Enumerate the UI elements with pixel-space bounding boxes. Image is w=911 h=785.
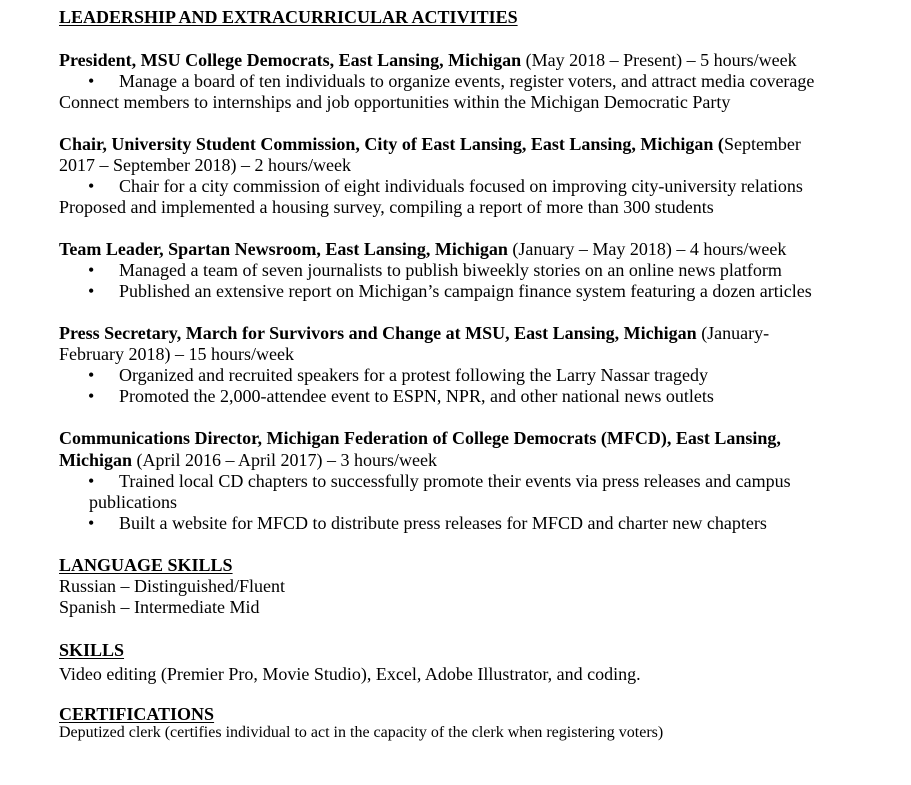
bullet-text-wrap: publications xyxy=(89,492,177,512)
dates: (April 2016 – April 2017) – 3 hours/week xyxy=(132,450,437,470)
section-heading-leadership: LEADERSHIP AND EXTRACURRICULAR ACTIVITIES xyxy=(59,7,518,27)
bullet-text: Organized and recruited speakers for a protest following the Larry Nassar tragedy xyxy=(119,365,708,385)
role: President, MSU College Democrats, East Lansing, Michigan xyxy=(59,50,522,70)
dates: 2017 – September 2018) – 2 hours/week xyxy=(59,155,351,175)
bullet-text: Managed a team of seven journalists to publish biweekly stories on an online news platform xyxy=(119,260,782,280)
list-item: • Chair for a city commission of eight individuals focused on improving city-university relations xyxy=(88,176,803,196)
section-heading-certifications: CERTIFICATIONS xyxy=(59,704,215,724)
role: Chair, University Student Commission, City of East Lansing, East Lansing, Michigan ( xyxy=(59,134,724,154)
dates: (January- xyxy=(696,323,770,343)
entry-title xyxy=(59,322,769,344)
role: Press Secretary, March for Survivors and Change at MSU, East Lansing, Michigan xyxy=(59,323,697,343)
list-item: • Trained local CD chapters to successfully promote their events via press releases and campus xyxy=(88,471,791,491)
bullet-text: Built a website for MFCD to distribute press releases for MFCD and charter new chapters xyxy=(119,513,767,533)
list-item: • Managed a team of seven journalists to publish biweekly stories on an online news platform xyxy=(88,260,782,280)
dates: (January – May 2018) – 4 hours/week xyxy=(507,239,787,259)
bullet-text: Trained local CD chapters to successfully promote their events via press releases and campus xyxy=(119,471,791,491)
certifications-text: Deputized clerk (certifies individual to act in the capacity of the clerk when registering voters) xyxy=(59,724,664,741)
section-heading-languages: LANGUAGE SKILLS xyxy=(59,555,233,575)
section-heading-skills: SKILLS xyxy=(59,640,125,660)
dates: September xyxy=(723,134,801,154)
entry-title xyxy=(59,238,786,260)
role: Team Leader, Spartan Newsroom, East Lansing, Michigan xyxy=(59,239,508,259)
role: Michigan xyxy=(59,450,133,470)
skills-text: Video editing (Premier Pro, Movie Studio), Excel, Adobe Illustrator, and coding. xyxy=(59,664,641,684)
list-item: • Manage a board of ten individuals to organize events, register voters, and attract media coverage xyxy=(88,71,815,91)
bullet-text: Chair for a city commission of eight individuals focused on improving city-university relations xyxy=(119,176,803,196)
list-item: • Promoted the 2,000-attendee event to ESPN, NPR, and other national news outlets xyxy=(88,386,714,406)
list-item: • Built a website for MFCD to distribute press releases for MFCD and charter new chapters xyxy=(88,513,767,533)
entry-title xyxy=(59,133,801,155)
bullet-text: Published an extensive report on Michigan’s campaign finance system featuring a dozen articles xyxy=(119,281,812,301)
list-item: • Organized and recruited speakers for a protest following the Larry Nassar tragedy xyxy=(88,365,708,385)
entry-title xyxy=(59,49,797,71)
entry-text: Proposed and implemented a housing survey, compiling a report of more than 300 students xyxy=(59,197,714,217)
entry-text: Connect members to internships and job opportunities within the Michigan Democratic Party xyxy=(59,92,731,112)
dates: (May 2018 – Present) – 5 hours/week xyxy=(521,50,797,70)
dates: February 2018) – 15 hours/week xyxy=(59,344,294,364)
list-item: • Published an extensive report on Michigan’s campaign finance system featuring a dozen articles xyxy=(88,281,812,301)
bullet-text: Manage a board of ten individuals to organize events, register voters, and attract media coverage xyxy=(119,71,815,91)
language-item: Russian – Distinguished/Fluent xyxy=(59,576,286,596)
language-item: Spanish – Intermediate Mid xyxy=(59,597,260,617)
bullet-text: Promoted the 2,000-attendee event to ESPN, NPR, and other national news outlets xyxy=(119,386,714,406)
entry-title-cont xyxy=(59,449,437,471)
entry-title: Communications Director, Michigan Federation of College Democrats (MFCD), East Lansing, xyxy=(59,428,781,448)
